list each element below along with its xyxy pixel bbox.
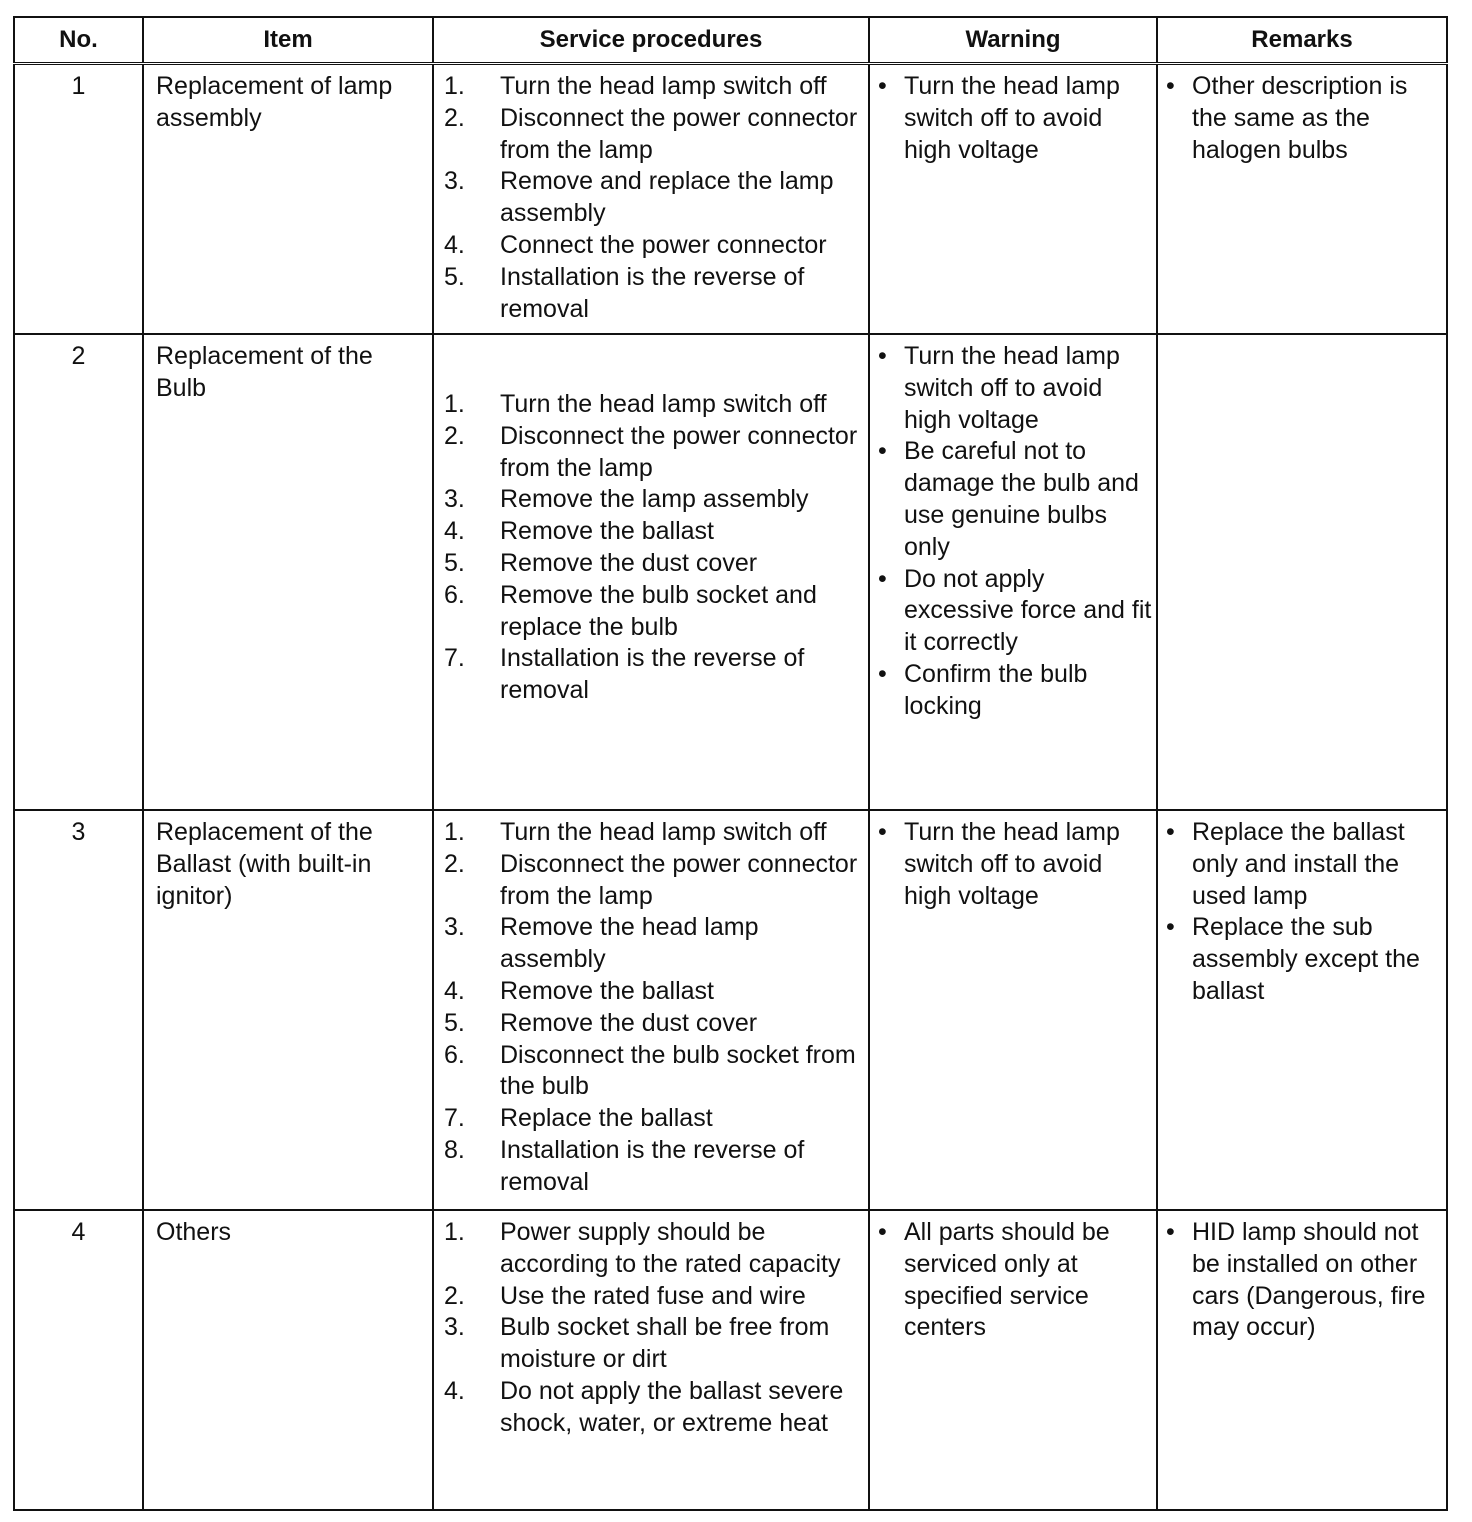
procedure-list bbox=[444, 389, 862, 707]
service-procedures-table bbox=[13, 16, 1448, 1511]
step-text: Power supply should be according to the rated capacity bbox=[500, 1218, 841, 1278]
warning-list bbox=[904, 71, 1152, 166]
step-text: Disconnect the power connector from the lamp bbox=[500, 103, 858, 164]
header-remarks: Remarks bbox=[1157, 17, 1447, 64]
procedure-step bbox=[444, 643, 862, 707]
warning-item: • Turn the head lamp switch off to avoid high voltage bbox=[904, 817, 1152, 912]
procedure-step bbox=[444, 1135, 862, 1199]
remark-item: • HID lamp should not be installed on other cars (Dangerous, fire may occur) bbox=[1192, 1217, 1442, 1344]
warning-list bbox=[904, 817, 1152, 912]
step-text: Disconnect the power connector from the lamp bbox=[500, 849, 858, 910]
warning-list bbox=[904, 341, 1152, 723]
step-text: Connect the power connector bbox=[500, 230, 827, 259]
step-text: Remove the ballast bbox=[500, 976, 715, 1005]
row-number: 4 bbox=[14, 1210, 143, 1510]
step-number: 8. bbox=[444, 1135, 465, 1164]
step-text: Disconnect the bulb socket from the bulb bbox=[500, 1040, 856, 1101]
step-number: 2. bbox=[444, 103, 465, 132]
step-number: 5. bbox=[444, 1008, 465, 1037]
warning-cell bbox=[869, 334, 1157, 810]
procedure-list bbox=[444, 817, 862, 1199]
step-number: 1. bbox=[444, 1218, 465, 1246]
step-text: Replace the ballast bbox=[500, 1104, 713, 1133]
warning-item: • Turn the head lamp switch off to avoid high voltage bbox=[904, 341, 1152, 436]
remark-item: • Other description is the same as the halogen bulbs bbox=[1192, 71, 1442, 166]
step-number: 3. bbox=[444, 485, 465, 514]
step-text: Do not apply the ballast severe shock, water, or extreme heat bbox=[500, 1376, 844, 1437]
procedures-cell bbox=[433, 1210, 869, 1510]
procedure-step bbox=[444, 389, 862, 421]
step-text: Use the rated fuse and wire bbox=[500, 1281, 806, 1310]
row-item: Replacement of the Bulb bbox=[143, 334, 433, 810]
step-text: Turn the head lamp switch off bbox=[500, 72, 827, 100]
step-text: Bulb socket shall be free from moisture or dirt bbox=[500, 1313, 830, 1374]
step-text: Remove the dust cover bbox=[500, 1008, 758, 1037]
procedure-step bbox=[444, 71, 862, 103]
step-number: 5. bbox=[444, 262, 465, 291]
step-text: Installation is the reverse of removal bbox=[500, 1135, 805, 1196]
header-item: Item bbox=[143, 17, 433, 64]
step-number: 4. bbox=[444, 1376, 465, 1405]
step-number: 6. bbox=[444, 1040, 465, 1069]
remarks-cell bbox=[1157, 334, 1447, 810]
step-number: 3. bbox=[444, 167, 465, 196]
procedures-cell bbox=[433, 64, 869, 335]
warning-cell bbox=[869, 1210, 1157, 1510]
step-number: 1. bbox=[444, 390, 465, 418]
table-row bbox=[14, 64, 1447, 335]
remarks-list bbox=[1192, 71, 1442, 166]
step-number: 1. bbox=[444, 72, 465, 100]
procedures-cell bbox=[433, 334, 869, 810]
warning-list bbox=[904, 1217, 1152, 1344]
table-row bbox=[14, 334, 1447, 810]
procedure-step bbox=[444, 1008, 862, 1040]
procedure-step bbox=[444, 103, 862, 167]
warning-item: • All parts should be serviced only at specified service centers bbox=[904, 1217, 1152, 1344]
step-number: 4. bbox=[444, 230, 465, 259]
step-text: Remove the bulb socket and replace the bulb bbox=[500, 580, 817, 641]
step-text: Remove and replace the lamp assembly bbox=[500, 167, 834, 228]
row-item: Replacement of the Ballast (with built-in ignitor) bbox=[143, 810, 433, 1210]
procedure-step bbox=[444, 817, 862, 849]
procedure-step bbox=[444, 1281, 862, 1313]
procedure-step bbox=[444, 230, 862, 262]
remarks-cell bbox=[1157, 1210, 1447, 1510]
procedure-list bbox=[444, 71, 862, 325]
row-number: 3 bbox=[14, 810, 143, 1210]
procedure-step bbox=[444, 484, 862, 516]
procedure-step bbox=[444, 1103, 862, 1135]
row-number: 1 bbox=[14, 64, 143, 335]
procedure-step bbox=[444, 262, 862, 326]
procedure-step bbox=[444, 912, 862, 976]
table-row bbox=[14, 1210, 1447, 1510]
procedure-step bbox=[444, 548, 862, 580]
procedure-step bbox=[444, 166, 862, 230]
step-number: 2. bbox=[444, 421, 465, 450]
step-text: Installation is the reverse of removal bbox=[500, 262, 805, 323]
step-number: 2. bbox=[444, 849, 465, 878]
procedure-step bbox=[444, 976, 862, 1008]
step-number: 3. bbox=[444, 1313, 465, 1342]
header-no: No. bbox=[14, 17, 143, 64]
step-text: Turn the head lamp switch off bbox=[500, 818, 827, 846]
remarks-cell bbox=[1157, 64, 1447, 335]
step-number: 1. bbox=[444, 818, 465, 846]
step-number: 4. bbox=[444, 976, 465, 1005]
remark-item: • Replace the ballast only and install the used lamp bbox=[1192, 817, 1442, 912]
warning-cell bbox=[869, 64, 1157, 335]
step-text: Disconnect the power connector from the lamp bbox=[500, 421, 858, 482]
table-row bbox=[14, 810, 1447, 1210]
warning-item: • Do not apply excessive force and fit it correctly bbox=[904, 564, 1152, 659]
procedure-step bbox=[444, 1217, 862, 1281]
step-number: 4. bbox=[444, 517, 465, 546]
row-item: Others bbox=[143, 1210, 433, 1510]
step-number: 3. bbox=[444, 913, 465, 942]
step-number: 7. bbox=[444, 1104, 465, 1133]
step-text: Remove the ballast bbox=[500, 517, 715, 546]
procedure-step bbox=[444, 516, 862, 548]
warning-item: • Be careful not to damage the bulb and use genuine bulbs only bbox=[904, 436, 1152, 563]
warning-item: • Confirm the bulb locking bbox=[904, 659, 1152, 723]
step-text: Remove the dust cover bbox=[500, 548, 758, 577]
table-header-row bbox=[14, 17, 1447, 64]
step-number: 2. bbox=[444, 1281, 465, 1310]
step-text: Remove the head lamp assembly bbox=[500, 913, 759, 974]
header-warning: Warning bbox=[869, 17, 1157, 64]
warning-cell bbox=[869, 810, 1157, 1210]
remark-item: • Replace the sub assembly except the ballast bbox=[1192, 912, 1442, 1007]
step-text: Remove the lamp assembly bbox=[500, 485, 809, 514]
remarks-list bbox=[1192, 1217, 1442, 1344]
procedure-step bbox=[444, 580, 862, 644]
procedure-step bbox=[444, 1312, 862, 1376]
remarks-cell bbox=[1157, 810, 1447, 1210]
row-number: 2 bbox=[14, 334, 143, 810]
step-number: 6. bbox=[444, 580, 465, 609]
header-procedures: Service procedures bbox=[433, 17, 869, 64]
step-text: Turn the head lamp switch off bbox=[500, 390, 827, 418]
row-item: Replacement of lamp assembly bbox=[143, 64, 433, 335]
step-number: 5. bbox=[444, 548, 465, 577]
procedure-step bbox=[444, 1040, 862, 1104]
step-number: 7. bbox=[444, 644, 465, 673]
procedure-step bbox=[444, 849, 862, 913]
step-text: Installation is the reverse of removal bbox=[500, 644, 805, 705]
warning-item: • Turn the head lamp switch off to avoid high voltage bbox=[904, 71, 1152, 166]
procedure-step bbox=[444, 1376, 862, 1440]
procedure-list bbox=[444, 1217, 862, 1440]
procedure-step bbox=[444, 421, 862, 485]
procedures-cell bbox=[433, 810, 869, 1210]
remarks-list bbox=[1192, 817, 1442, 1008]
